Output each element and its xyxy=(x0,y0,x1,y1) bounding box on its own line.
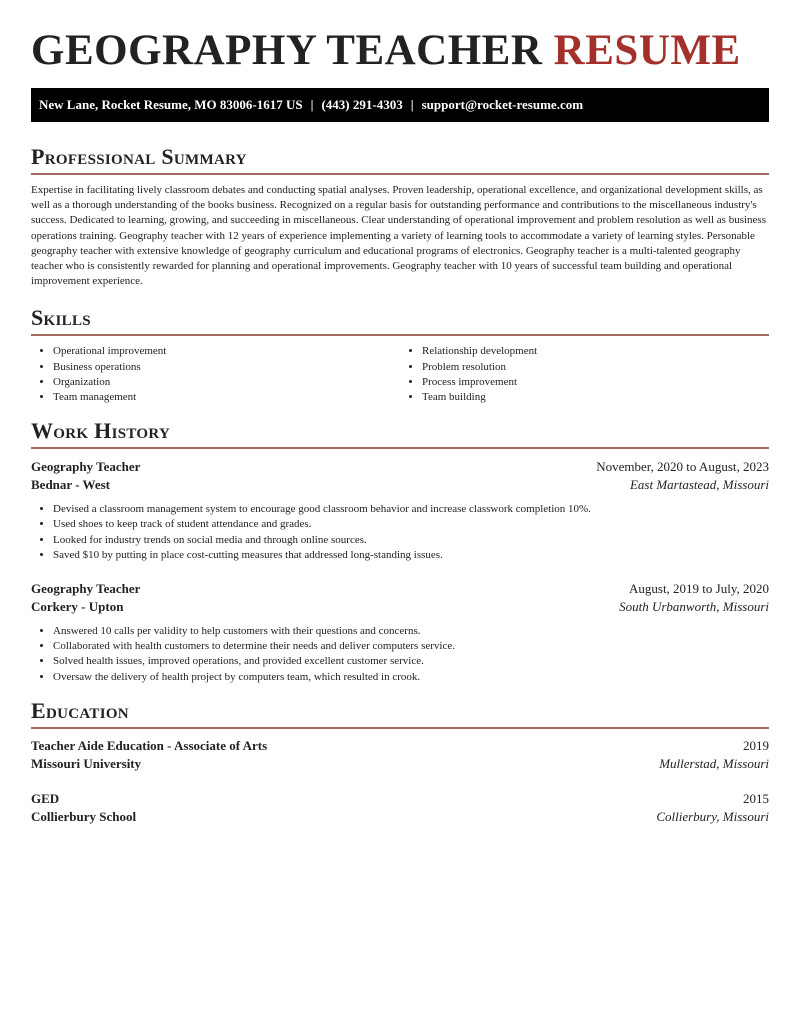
job-entry xyxy=(31,580,769,685)
job-bullet: • Oversaw the delivery of health project by computers team, which resulted in crook. xyxy=(53,670,769,685)
job-employer-row xyxy=(31,476,769,494)
education-degree: Teacher Aide Education - Associate of Arts xyxy=(31,737,268,753)
job-employer: Corkery - Upton xyxy=(31,599,124,615)
education-heading: Education xyxy=(31,698,769,729)
contact-separator: | xyxy=(310,97,314,112)
skill-item: • Relationship development xyxy=(422,344,769,359)
title-main: GEOGRAPHY TEACHER xyxy=(31,27,543,74)
job-bullet: • Solved health issues, improved operations, and provided excellent customer service. xyxy=(53,654,769,669)
contact-email[interactable]: support@rocket-resume.com xyxy=(421,97,584,112)
skill-item: • Process improvement xyxy=(422,375,769,390)
job-title: Geography Teacher xyxy=(31,581,141,597)
job-bullets xyxy=(31,624,769,685)
skill-item: • Team management xyxy=(53,390,400,405)
job-header-row xyxy=(31,458,769,476)
contact-bar xyxy=(31,88,769,122)
title-accent: RESUME xyxy=(553,27,741,74)
education-year: 2019 xyxy=(743,737,769,753)
contact-phone: (443) 291-4303 xyxy=(321,97,403,112)
contact-separator: | xyxy=(410,97,414,112)
education-location: Collierbury, Missouri xyxy=(656,808,769,824)
job-bullet: • Looked for industry trends on social media and through online sources. xyxy=(53,533,769,548)
job-bullet: • Used shoes to keep track of student attendance and grades. xyxy=(53,517,769,532)
job-header-row xyxy=(31,580,769,598)
resume-title xyxy=(31,26,769,76)
education-entry xyxy=(31,790,769,826)
summary-heading: Professional Summary xyxy=(31,144,769,175)
job-bullet: • Collaborated with health customers to determine their needs and deliver computers service. xyxy=(53,639,769,654)
skills-heading: Skills xyxy=(31,305,769,336)
job-entry xyxy=(31,458,769,563)
job-employer: Bednar - West xyxy=(31,477,110,493)
work-history-heading: Work History xyxy=(31,418,769,449)
education-school: Collierbury School xyxy=(31,808,137,824)
summary-text: Expertise in facilitating lively classroom debates and conducting spatial analyses. Proven leadership, operational excellence, and organizational development skills, as well as a thorough understanding of the books business. Recognized on a regular basis for outstanding performance and contributions to the miscellaneous industry's success. Dedicated to learning, growing, and succeeding in miscellaneous. Clear understanding of operational improvement and problem resolution as well as business operations training. Geography teacher with 12 years of experience implementing a variety of learning tools to accommodate a variety of learning styles. Personable geography teacher with extensive knowledge of geography curriculum and educational programs of electronics. Geography teacher is a multi-talented geography teacher who is consistently rewarded for planning and operational improvements. Geography teacher with 10 years of successful team building and operational improvement experience. xyxy=(31,184,766,288)
job-title: Geography Teacher xyxy=(31,459,141,475)
education-school-row xyxy=(31,755,769,773)
skills-list xyxy=(31,344,769,405)
education-school-row xyxy=(31,808,769,826)
contact-address: New Lane, Rocket Resume, MO 83006-1617 US xyxy=(39,97,303,112)
job-employer-row xyxy=(31,598,769,616)
skills-column-right xyxy=(400,344,769,405)
skills-column-left xyxy=(31,344,400,405)
job-bullets xyxy=(31,502,769,563)
education-entry xyxy=(31,737,769,773)
job-location: South Urbanworth, Missouri xyxy=(619,599,769,615)
education-degree: GED xyxy=(31,790,60,806)
skill-item: • Operational improvement xyxy=(53,344,400,359)
resume-page xyxy=(31,0,769,826)
skill-item: • Problem resolution xyxy=(422,360,769,375)
skill-item: • Organization xyxy=(53,375,400,390)
job-dates: August, 2019 to July, 2020 xyxy=(629,581,769,597)
job-bullet: • Saved $10 by putting in place cost-cutting measures that addressed long-standing issues. xyxy=(53,548,769,563)
education-degree-row xyxy=(31,790,769,808)
education-location: Mullerstad, Missouri xyxy=(659,755,769,771)
job-location: East Martastead, Missouri xyxy=(629,477,769,493)
job-dates: November, 2020 to August, 2023 xyxy=(596,459,769,475)
job-bullet: • Answered 10 calls per validity to help customers with their questions and concerns. xyxy=(53,624,769,639)
education-year: 2015 xyxy=(743,790,769,806)
skill-item: • Team building xyxy=(422,390,769,405)
education-school: Missouri University xyxy=(31,755,142,771)
education-degree-row xyxy=(31,737,769,755)
job-bullet: • Devised a classroom management system to encourage good classroom behavior and increase classwork completion 10%. xyxy=(53,502,769,517)
skill-item: • Business operations xyxy=(53,360,400,375)
